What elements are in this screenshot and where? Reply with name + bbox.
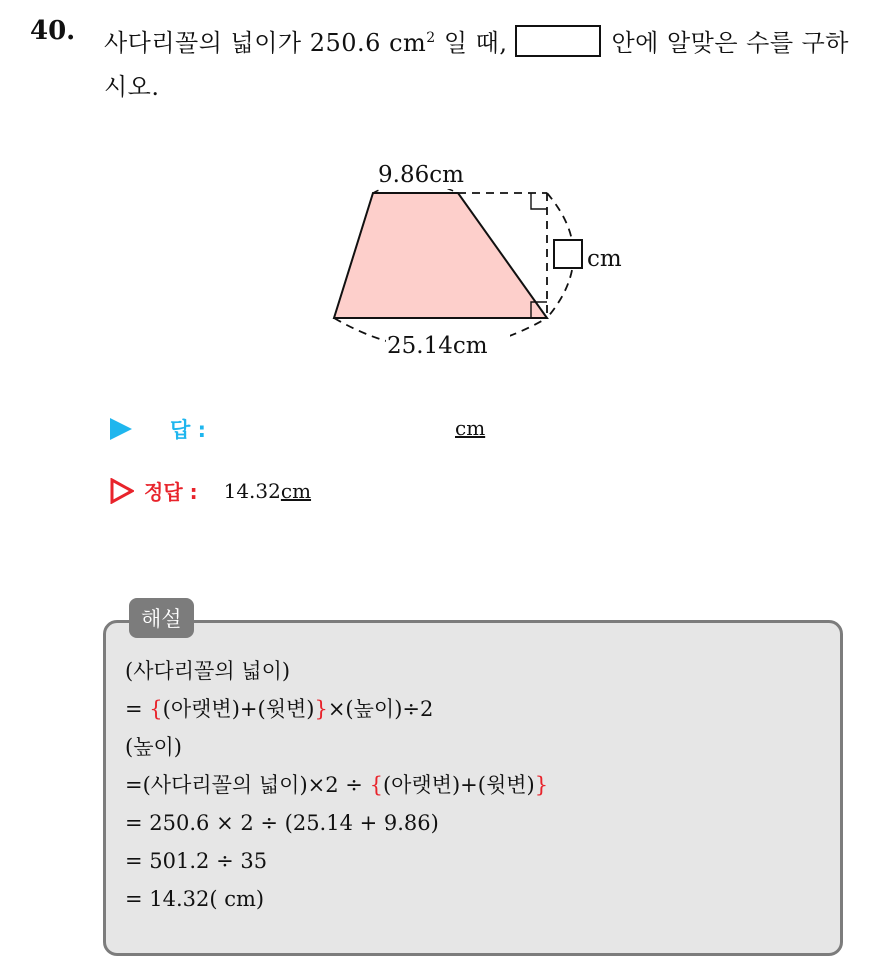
solution-line (125, 690, 548, 728)
answer-unit: cm (455, 416, 486, 440)
solution-text: (아랫변)+(윗변) (382, 773, 535, 797)
question-number: 40. (30, 16, 76, 46)
top-length-label: 9.86cm (378, 162, 464, 188)
blank-box (515, 25, 601, 57)
brace-open: { (149, 697, 163, 721)
solution-line (125, 880, 548, 918)
question-text-after: 안에 알맞은 수를 구하시오. (104, 29, 849, 101)
solution-text: =(사다리꼴의 넓이)×2 ÷ (125, 773, 370, 797)
solution-line (125, 804, 548, 842)
superscript-2: 2 (426, 30, 436, 46)
solution-text: (아랫변)+(윗변) (162, 697, 315, 721)
solution-line (125, 842, 548, 880)
solution-text: = 501.2 ÷ 35 (125, 849, 268, 873)
bottom-length-label: 25.14cm (387, 333, 488, 359)
trapezoid-figure (320, 150, 640, 365)
right-angle-mark-top (531, 193, 547, 209)
correct-label: 정답 : (144, 480, 198, 504)
height-blank-box (554, 240, 582, 268)
question-text-middle: 일 때, (435, 29, 508, 57)
solution-text: (사다리꼴의 넓이) (125, 659, 291, 683)
solution-text: = 14.32( cm) (125, 887, 265, 911)
solution-line (125, 766, 548, 804)
solution-text: ×(높이)÷2 (327, 697, 434, 721)
brace-close: } (534, 773, 549, 797)
solution-line (125, 728, 548, 766)
answer-arrow-icon (110, 418, 132, 440)
question-text-before: 사다리꼴의 넓이가 250.6 cm (104, 29, 427, 57)
correct-arrow-icon (110, 478, 134, 504)
correct-value: 14.32 (223, 478, 281, 503)
correct-answer-row (110, 476, 311, 505)
solution-lines (125, 652, 548, 918)
solution-text: = (125, 697, 150, 721)
solution-text: = 250.6 × 2 ÷ (25.14 + 9.86) (125, 811, 439, 835)
question-text (104, 16, 864, 109)
brace-open: { (369, 773, 383, 797)
answer-row (110, 414, 206, 444)
trapezoid-shape (334, 193, 547, 318)
solution-text: (높이) (125, 735, 182, 759)
correct-unit: cm (280, 478, 312, 503)
brace-close: } (314, 697, 328, 721)
answer-label: 답 : (170, 418, 206, 442)
solution-tag: 해설 (129, 598, 194, 638)
solution-line (125, 652, 548, 690)
height-unit-label: cm (587, 246, 622, 272)
